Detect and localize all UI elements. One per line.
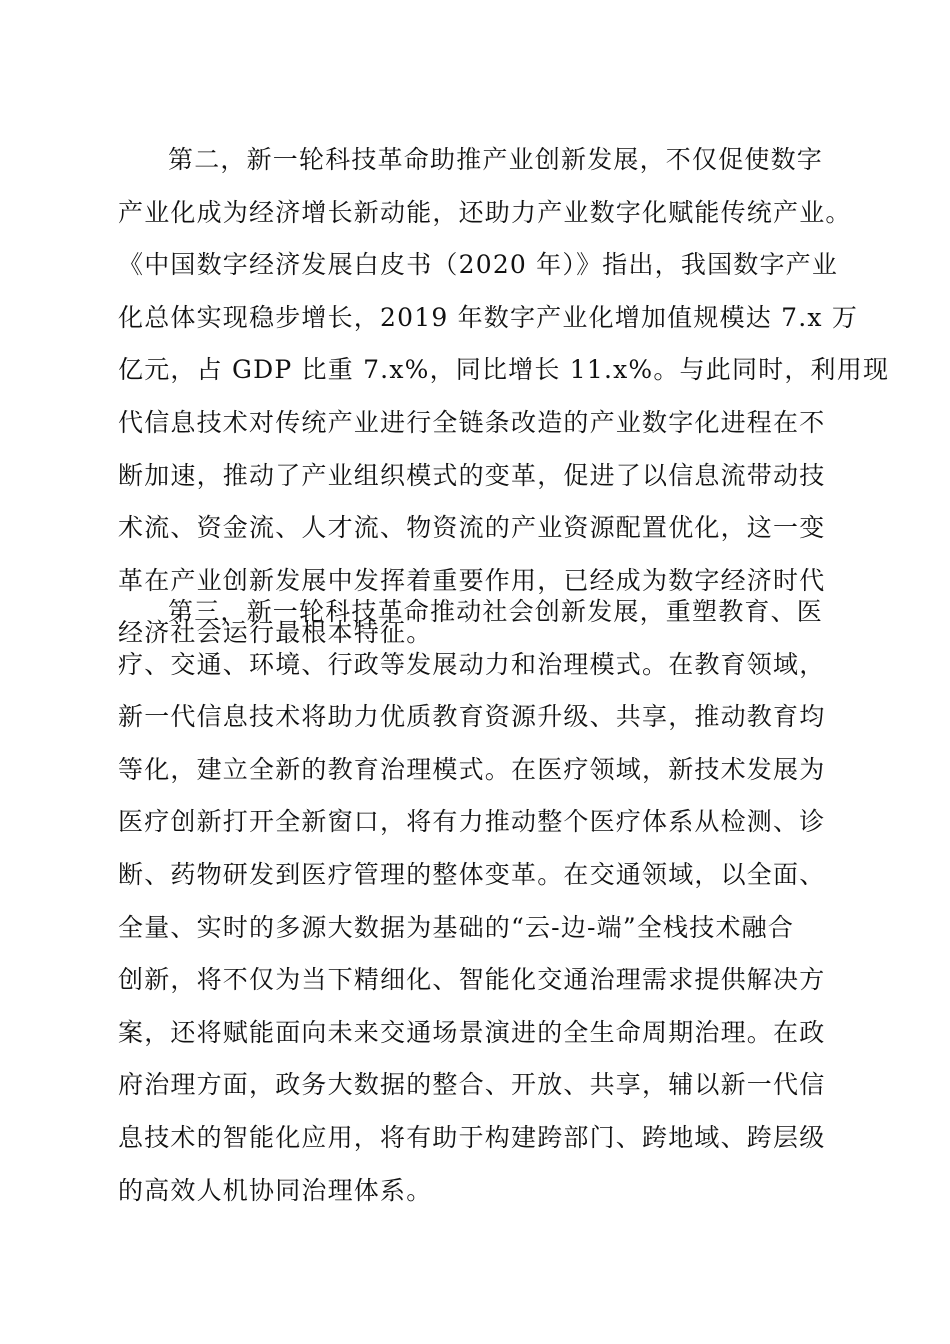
text-line: 的高效人机协同治理体系。 xyxy=(118,1175,433,1205)
text-line: 产业化成为经济增长新动能，还助力产业数字化赋能传统产业。 xyxy=(118,197,852,227)
text-line: 革在产业创新发展中发挥着重要作用，已经成为数字经济时代 xyxy=(118,565,826,595)
text-line: 第二，新一轮科技革命助推产业创新发展，不仅促使数字 xyxy=(168,145,824,174)
text-line: 化总体实现稳步增长，2019 年数字产业化增加值规模达 7.x 万 xyxy=(118,302,859,332)
paragraph-second xyxy=(118,134,890,660)
text-line: 等化，建立全新的教育治理模式。在医疗领域，新技术发展为 xyxy=(118,754,826,784)
text-line: 断加速，推动了产业组织模式的变革，促进了以信息流带动技 xyxy=(118,460,826,490)
text-line: 第三，新一轮科技革命推动社会创新发展，重塑教育、医 xyxy=(168,597,824,626)
text-line: 亿元，占 GDP 比重 7.x%，同比增长 11.x%。与此同时，利用现 xyxy=(118,355,890,385)
text-line: 全量、实时的多源大数据为基础的“云-边-端”全栈技术融合 xyxy=(118,912,795,942)
text-line: 医疗创新打开全新窗口，将有力推动整个医疗体系从检测、诊 xyxy=(118,807,826,837)
text-line: 断、药物研发到医疗管理的整体变革。在交通领域，以全面、 xyxy=(118,859,826,889)
text-line: 新一代信息技术将助力优质教育资源升级、共享，推动教育均 xyxy=(118,702,826,732)
text-line: 府治理方面，政务大数据的整合、开放、共享，辅以新一代信 xyxy=(118,1070,826,1100)
text-line: 疗、交通、环境、行政等发展动力和治理模式。在教育领域， xyxy=(118,649,826,679)
text-line: 《中国数字经济发展白皮书（2020 年）》指出，我国数字产业 xyxy=(118,250,839,280)
text-line: 术流、资金流、人才流、物资流的产业资源配置优化，这一变 xyxy=(118,513,826,543)
text-line: 经济社会运行最根本特征。 xyxy=(118,618,433,648)
text-line: 代信息技术对传统产业进行全链条改造的产业数字化进程在不 xyxy=(118,407,826,437)
paragraph-third xyxy=(118,586,838,1217)
text-line: 创新，将不仅为当下精细化、智能化交通治理需求提供解决方 xyxy=(118,965,826,995)
text-line: 息技术的智能化应用，将有助于构建跨部门、跨地域、跨层级 xyxy=(118,1122,826,1152)
text-line: 案，还将赋能面向未来交通场景演进的全生命周期治理。在政 xyxy=(118,1017,826,1047)
